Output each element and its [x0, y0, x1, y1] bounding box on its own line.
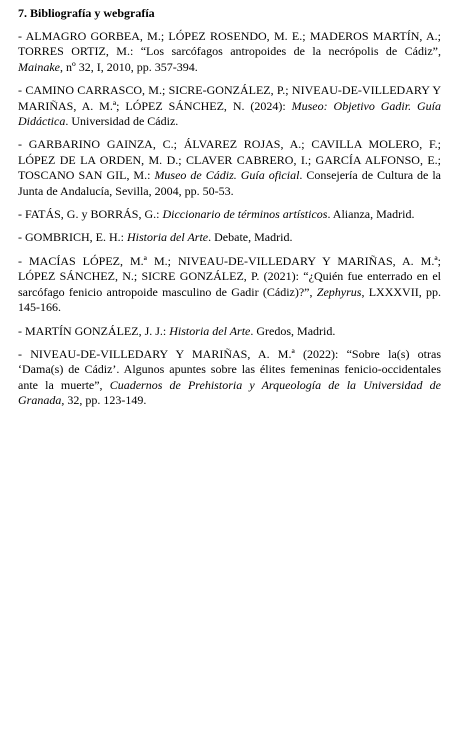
entry-text: - FATÁS, G. y BORRÁS, G.:	[18, 207, 163, 222]
entry-title-italic: Museo de Cádiz. Guía oficial	[154, 168, 300, 183]
entry-title-italic: Historia del Arte	[127, 230, 209, 245]
bibliography-entry	[18, 29, 441, 75]
bibliography-entry	[18, 347, 441, 409]
section-title: 7. Bibliografía y webgrafía	[18, 6, 155, 20]
entry-title-italic: Cuadernos de Prehistoria y Arqueología de la Universidad de Granada	[18, 377, 441, 408]
entry-text: , nº 32, I, 2010, pp. 357-394.	[59, 59, 198, 74]
bibliography-entry	[18, 324, 441, 339]
entry-title-italic: Diccionario de términos artísticos	[162, 207, 328, 222]
entry-text: . Debate, Madrid.	[208, 230, 293, 245]
entry-text: , 32, pp. 123-149.	[61, 393, 147, 408]
entry-text: . Universidad de Cádiz.	[65, 114, 179, 129]
entry-title-italic: Mainake	[18, 59, 60, 74]
entry-text: , LXXXVII, pp. 145-166.	[18, 284, 441, 315]
entry-text: . Gredos, Madrid.	[250, 323, 336, 338]
bibliography-entry	[18, 137, 441, 199]
entry-text: . Alianza, Madrid.	[327, 207, 415, 222]
entry-text: - GOMBRICH, E. H.:	[18, 230, 128, 245]
entry-title-italic: Zephyrus	[316, 284, 362, 299]
entry-title-italic: Museo: Objetivo Gadir. Guía Didáctica	[18, 98, 441, 129]
bibliography-entry	[18, 254, 441, 316]
bibliography-entry	[18, 207, 441, 222]
entry-text: - GARBARINO GAINZA, C.; ÁLVAREZ ROJAS, A.; CAVILLA MOLERO, F.; LÓPEZ DE LA ORDEN, M. D.; CLAVER CABRERO, I.; GARCÍA ALFONSO, E.; TOSCANO SAN GIL, M.:	[18, 137, 441, 183]
entry-text: . Consejería de Cultura de la Junta de Andalucía, Sevilla, 2004, pp. 50-53.	[18, 168, 441, 198]
entry-text: - NIVEAU-DE-VILLEDARY Y MARIÑAS, A. M.ª (2022): “Sobre la(s) otras ‘Dama(s) de Cádiz’. Algunos apuntes sobre las élites femeninas fenicio-occidentales ante la muerte”,	[18, 346, 441, 392]
document-page	[18, 5, 441, 417]
entry-text: - MARTÍN GONZÁLEZ, J. J.:	[18, 323, 170, 338]
bibliography-entry	[18, 230, 441, 245]
bibliography-entry	[18, 83, 441, 129]
entry-title-italic: Historia del Arte	[169, 323, 251, 338]
entry-text: - MACÍAS LÓPEZ, M.ª M.; NIVEAU-DE-VILLEDARY Y MARIÑAS, A. M.ª; LÓPEZ SÁNCHEZ, N.; SICRE GONZÁLEZ, P. (2021): “¿Quién fue enterrado en el sarcófago fenicio antropoide masculino de Gadir (Cádiz)?”,	[18, 253, 441, 299]
entry-text: - ALMAGRO GORBEA, M.; LÓPEZ ROSENDO, M. E.; MADEROS MARTÍN, A.; TORRES ORTIZ, M.: “Los sarcófagos antropoides de la necrópolis de Cádiz”,	[18, 29, 441, 59]
entry-text: - CAMINO CARRASCO, M.; SICRE-GONZÁLEZ, P.; NIVEAU-DE-VILLEDARY Y MARIÑAS, A. M.ª; LÓPEZ SÁNCHEZ, N. (2024):	[18, 83, 441, 113]
